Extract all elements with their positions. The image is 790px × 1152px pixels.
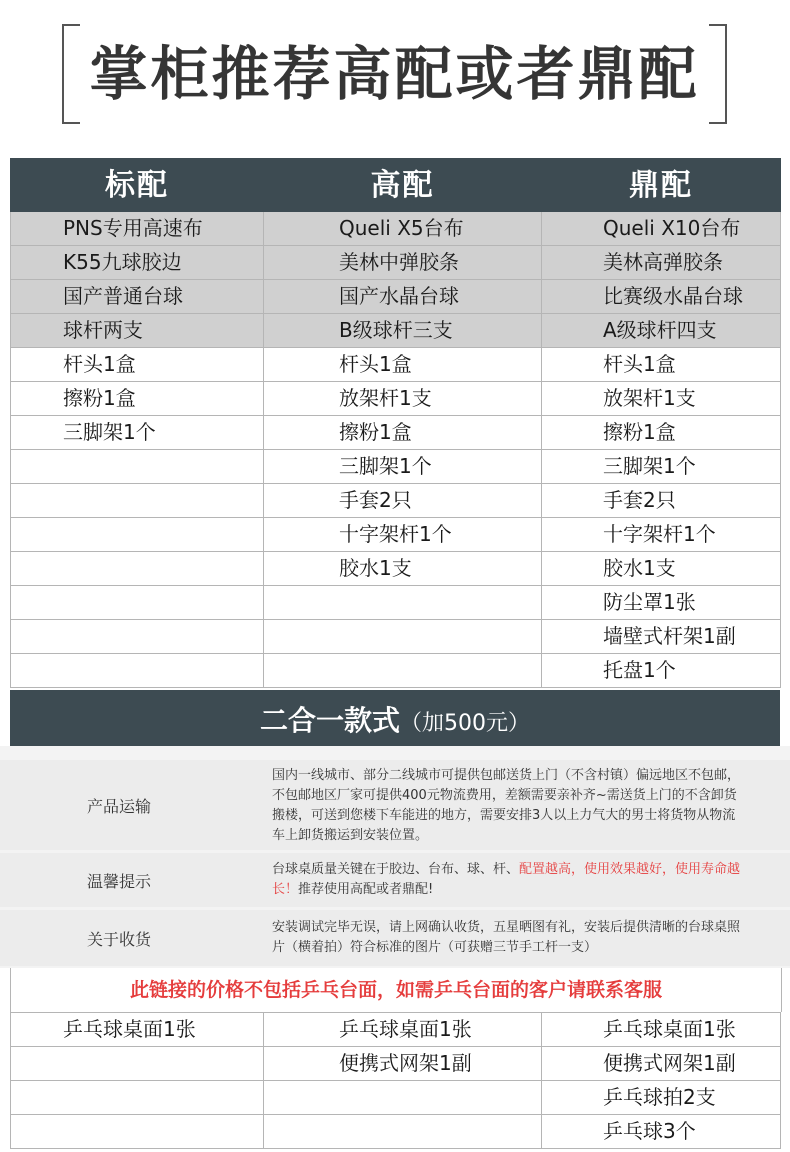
info-row-shipping [0, 760, 790, 850]
table-cell: 国产水晶台球 [264, 280, 542, 314]
table-cell [264, 654, 542, 688]
info-row-receipt [0, 910, 790, 966]
table-row [11, 654, 781, 688]
table-cell: 防尘罩1张 [542, 586, 781, 620]
banner-extra: （加500元） [400, 711, 530, 736]
table-cell [11, 450, 264, 484]
table-cell: 三脚架1个 [542, 450, 781, 484]
table-cell: 胶水1支 [264, 552, 542, 586]
table-row [11, 484, 781, 518]
table-cell: B级球杆三支 [264, 314, 542, 348]
table-cell: 三脚架1个 [264, 450, 542, 484]
table-cell [264, 1081, 542, 1115]
table-cell [264, 620, 542, 654]
table-cell [11, 552, 264, 586]
header-high: 高配 [264, 159, 542, 212]
header-top: 鼎配 [542, 159, 781, 212]
table-cell: 墙壁式杆架1副 [542, 620, 781, 654]
table-cell: 乒乓球3个 [542, 1115, 781, 1149]
table-cell [11, 518, 264, 552]
table-header [11, 159, 781, 212]
table-cell [11, 1047, 264, 1081]
table-row [11, 586, 781, 620]
info-text: 安装调试完毕无误，请上网确认收货，五星晒图有礼，安装后提供清晰的台球桌照片（横着拍）符合标准的图片（可获赠三节手工杆一支） [272, 920, 741, 955]
info-label: 温馨提示 [86, 871, 151, 891]
combo-banner [10, 690, 780, 746]
tip-text: 台球桌质量关键在于胶边、台布、球、杆、 [272, 862, 520, 877]
table-cell: 美林高弹胶条 [542, 246, 781, 280]
table-row [11, 620, 781, 654]
table-row [11, 1115, 781, 1149]
table-cell: 杆头1盒 [264, 348, 542, 382]
table-cell: 手套2只 [542, 484, 781, 518]
table-row [11, 518, 781, 552]
table-row [11, 1047, 781, 1081]
table-row [11, 1013, 781, 1047]
table-cell: 乒乓球桌面1张 [542, 1013, 781, 1047]
table-cell: A级球杆四支 [542, 314, 781, 348]
config-table [10, 158, 781, 688]
info-row-tip [0, 853, 790, 907]
table-cell: 十字架杆1个 [264, 518, 542, 552]
table-row [11, 416, 781, 450]
notice-text: 此链接的价格不包括乒乓台面，如需乒乓台面的客户请联系客服 [10, 968, 782, 1012]
table-cell: K55九球胶边 [11, 246, 264, 280]
table-cell: 杆头1盒 [542, 348, 781, 382]
info-text [272, 860, 742, 900]
table-cell: 放架杆1支 [264, 382, 542, 416]
table-row [11, 382, 781, 416]
table-row [11, 1081, 781, 1115]
table-cell: 托盘1个 [542, 654, 781, 688]
table-cell [11, 484, 264, 518]
title-frame [62, 24, 727, 124]
info-label: 产品运输 [86, 796, 151, 816]
table-cell: 擦粉1盒 [11, 382, 264, 416]
header-standard: 标配 [11, 159, 264, 212]
info-text: 国内一线城市、部分二线城市可提供包邮送货上门（不含村镇）偏远地区不包邮，不包邮地区厂家可提供400元物流费用，差额需要亲补齐~需送货上门的不含卸货搬楼，可送到您楼下车能进的地方，需要安排3人以上力气大的男士将货物从物流车上卸货搬运到安装位置。 [272, 768, 741, 843]
banner-title: 二合一款式 [259, 704, 400, 737]
table-cell [11, 1115, 264, 1149]
table-cell: 放架杆1支 [542, 382, 781, 416]
pingpong-table [10, 1012, 781, 1149]
table-cell: 便携式网架1副 [542, 1047, 781, 1081]
table-cell [11, 620, 264, 654]
table-cell: 十字架杆1个 [542, 518, 781, 552]
table-cell [264, 1115, 542, 1149]
table-cell: Queli X5台布 [264, 212, 542, 246]
table-cell: 胶水1支 [542, 552, 781, 586]
table-cell: Queli X10台布 [542, 212, 781, 246]
tip-text: 推荐使用高配或者鼎配! [298, 882, 434, 897]
table-row [11, 280, 781, 314]
table-cell: 擦粉1盒 [542, 416, 781, 450]
table-cell: 美林中弹胶条 [264, 246, 542, 280]
table-cell: 乒乓球桌面1张 [264, 1013, 542, 1047]
table-row [11, 450, 781, 484]
table-cell: 擦粉1盒 [264, 416, 542, 450]
table-cell: 手套2只 [264, 484, 542, 518]
table-cell [11, 654, 264, 688]
table-cell: 便携式网架1副 [264, 1047, 542, 1081]
table-cell: 球杆两支 [11, 314, 264, 348]
table-cell: 乒乓球桌面1张 [11, 1013, 264, 1047]
table-cell [264, 586, 542, 620]
table-cell: 比赛级水晶台球 [542, 280, 781, 314]
table-row [11, 246, 781, 280]
table-cell [11, 586, 264, 620]
table-row [11, 348, 781, 382]
table-cell: 杆头1盒 [11, 348, 264, 382]
table-cell: 三脚架1个 [11, 416, 264, 450]
info-label: 关于收货 [86, 929, 151, 949]
table-row [11, 212, 781, 246]
table-cell: PNS专用高速布 [11, 212, 264, 246]
table-cell: 国产普通台球 [11, 280, 264, 314]
tip-highlight: 配置越高，使用效果越好，使用寿命越长！ [272, 862, 741, 897]
page-title: 掌柜推荐高配或者鼎配 [89, 40, 700, 108]
table-cell: 乒乓球拍2支 [542, 1081, 781, 1115]
table-cell [11, 1081, 264, 1115]
table-row [11, 314, 781, 348]
table-row [11, 552, 781, 586]
